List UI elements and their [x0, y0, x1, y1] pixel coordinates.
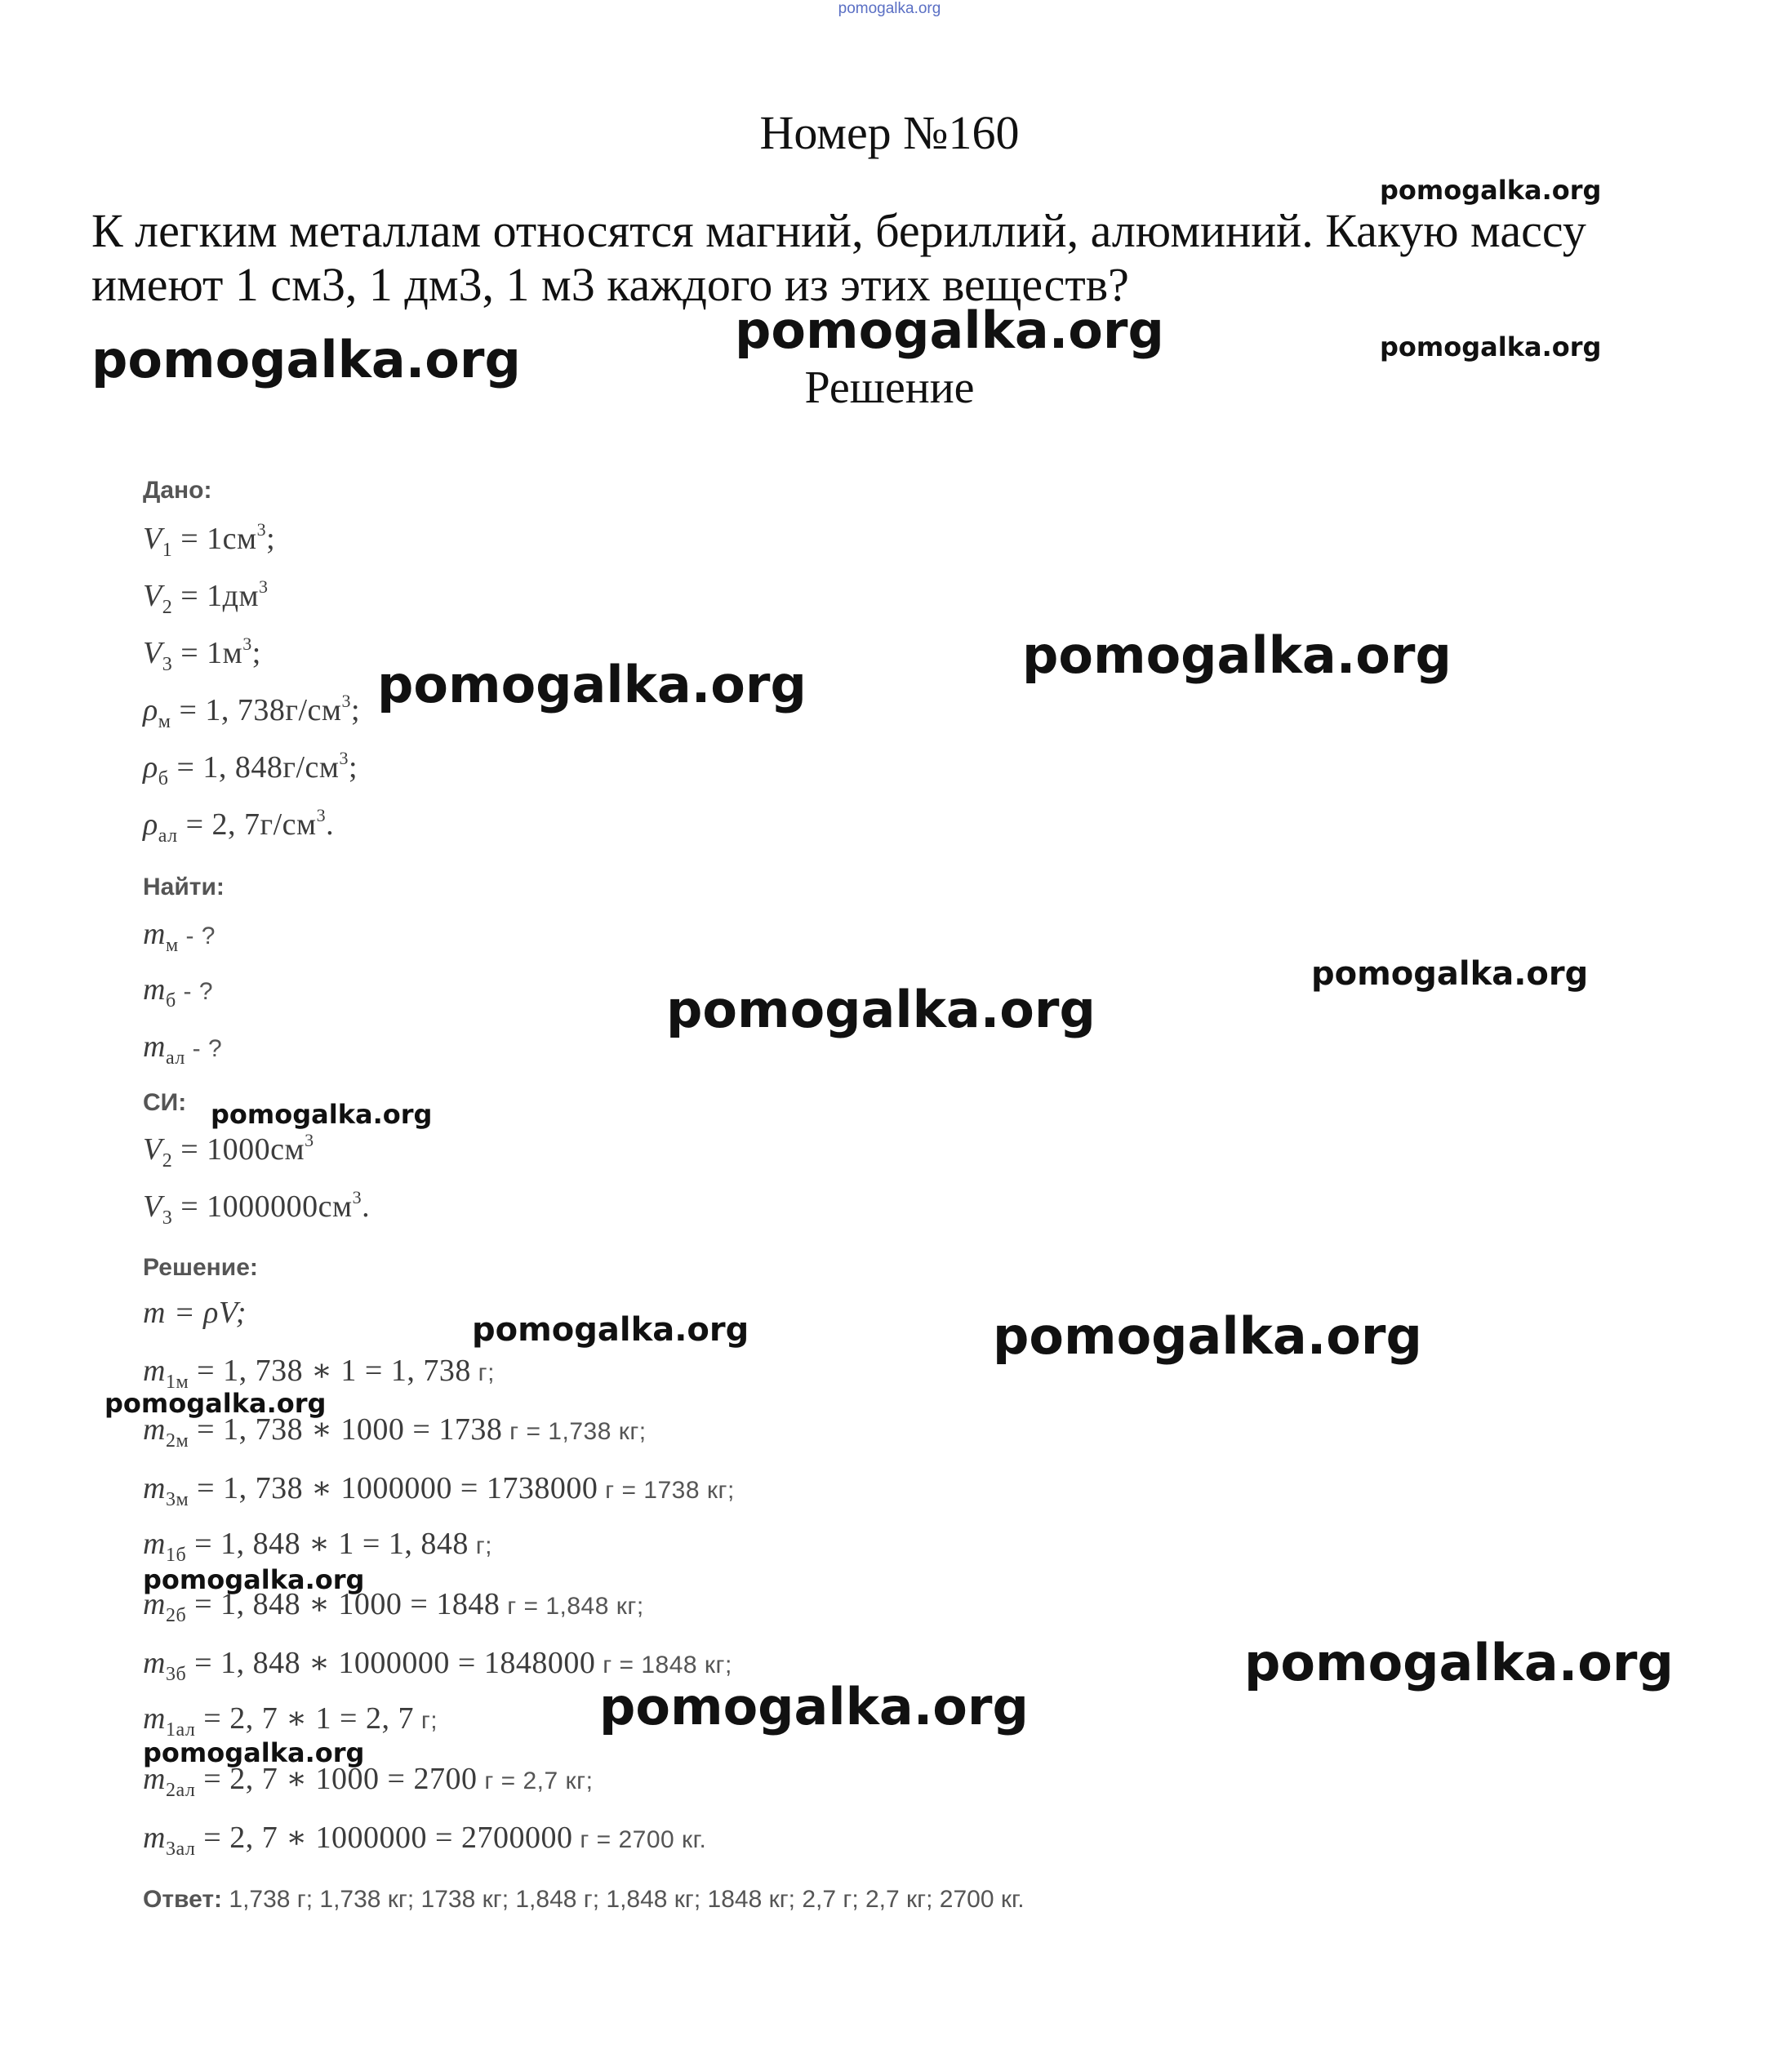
find-heading: Найти:	[143, 874, 225, 900]
solve-heading: Решение:	[143, 1254, 258, 1281]
given-line: $\rho_м = 1$, $738г/см^3$;	[143, 691, 360, 732]
watermark: pomogalka.org	[1380, 331, 1602, 362]
task-text	[91, 204, 1683, 312]
watermark: pomogalka.org	[472, 1311, 749, 1349]
formula: m = ρV;	[143, 1296, 247, 1330]
watermark: pomogalka.org	[1311, 955, 1589, 993]
watermark: pomogalka.org	[143, 1564, 365, 1595]
find-line: $m_м$ - ?	[143, 917, 216, 956]
watermark: pomogalka.org	[91, 330, 521, 389]
calc-line: $m_{3ал} = 2$, 7 ∗ 1000000 = 2700000 г = 2700 кг.	[143, 1821, 707, 1860]
si-heading: СИ:	[143, 1089, 187, 1116]
calc-line: $m_{1б} = 1$, 848 ∗ 1 = 1, 848 г;	[143, 1527, 492, 1566]
task-line-1: К легким металлам относятся магний, бериллий, алюминий. Какую массу	[91, 204, 1586, 257]
watermark: pomogalka.org	[377, 655, 807, 714]
page-title: Номер №160	[759, 106, 1020, 159]
calc-line: $m_{3б} = 1$, 848 ∗ 1000000 = 1848000 г = 1848 кг;	[143, 1646, 732, 1685]
find-line: $m_{ал}$ - ?	[143, 1029, 223, 1069]
watermark: pomogalka.org	[211, 1099, 433, 1130]
given-line: $\rho_б = 1$, $848г/см^3$;	[143, 748, 358, 789]
watermark: pomogalka.org	[735, 300, 1164, 360]
watermark: pomogalka.org	[1022, 625, 1452, 685]
answer-text: 1,738 г; 1,738 кг; 1738 кг; 1,848 г; 1,848 кг; 1848 кг; 2,7 г; 2,7 кг; 2700 кг.	[222, 1886, 1025, 1913]
watermark: pomogalka.org	[666, 980, 1096, 1039]
watermark: pomogalka.org	[1380, 175, 1602, 206]
find-line: $m_б$ - ?	[143, 972, 214, 1012]
calc-line: $m_{1м} = 1$, 738 ∗ 1 = 1, 738 г;	[143, 1354, 495, 1393]
calc-line: $m_{3м} = 1$, 738 ∗ 1000000 = 1738000 г = 1738 кг;	[143, 1471, 735, 1510]
answer-label: Ответ:	[143, 1886, 223, 1913]
given-heading: Дано:	[143, 477, 212, 504]
calc-line: $m_{2ал} = 2$, 7 ∗ 1000 = 2700 г = 2,7 кг;	[143, 1762, 594, 1801]
given-line: $\rho_{ал} = 2$, $7г/см^3$.	[143, 805, 335, 847]
calc-line: $m_{2б} = 1$, 848 ∗ 1000 = 1848 г = 1,848 кг;	[143, 1587, 644, 1626]
si-line: $V_3 = 1000000см^3$.	[143, 1187, 371, 1229]
calc-line: $m_{1ал} = 2$, 7 ∗ 1 = 2, 7 г;	[143, 1701, 438, 1741]
solution-title: Решение	[804, 362, 975, 413]
watermark: pomogalka.org	[599, 1677, 1029, 1736]
given-line: $V_1 = 1см^3$;	[143, 519, 276, 561]
calc-line: $m_{2м} = 1$, 738 ∗ 1000 = 1738 г = 1,738 кг;	[143, 1412, 647, 1452]
given-line: $V_2 = 1дм^3$	[143, 576, 269, 618]
task-line-2: имеют 1 см3, 1 дм3, 1 м3 каждого из этих веществ?	[91, 258, 1129, 311]
watermark: pomogalka.org	[143, 1737, 365, 1768]
top-watermark: pomogalka.org	[838, 0, 941, 17]
si-line: $V_2 = 1000см^3$	[143, 1130, 314, 1172]
watermark: pomogalka.org	[1244, 1633, 1674, 1692]
watermark: pomogalka.org	[993, 1306, 1422, 1366]
answer	[143, 1886, 1025, 1914]
watermark: pomogalka.org	[105, 1388, 327, 1419]
given-line: $V_3 = 1м^3$;	[143, 634, 261, 675]
